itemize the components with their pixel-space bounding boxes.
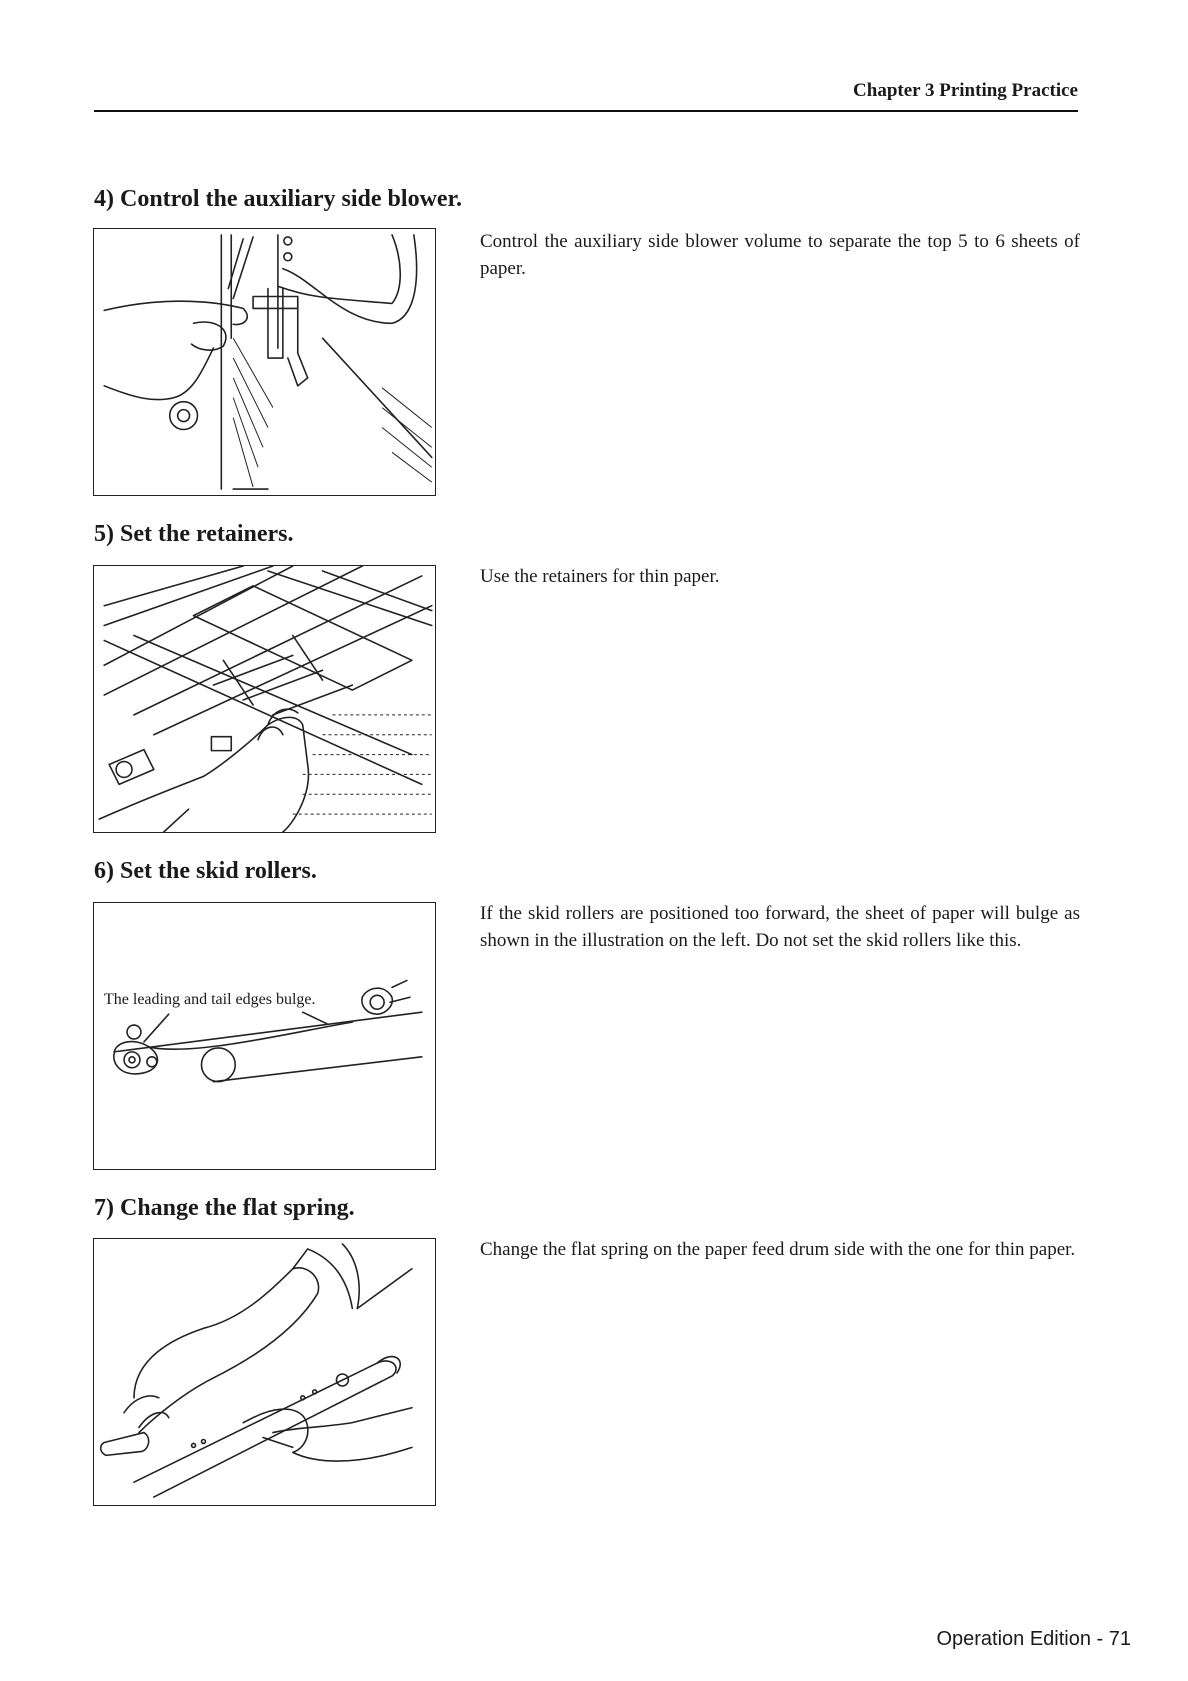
step-7-description: Change the flat spring on the paper feed drum side with the one for thin paper.	[480, 1239, 1076, 1260]
step-6-description: If the skid rollers are positioned too forward, the sheet of paper will bulge as shown in the illustration on the left. Do not set the skid rollers like this.	[480, 903, 1080, 951]
step-4-title: 4) Control the auxiliary side blower.	[94, 186, 463, 212]
step-5-description: Use the retainers for thin paper.	[480, 566, 720, 587]
flat-spring-illustration	[93, 1238, 436, 1506]
header-rule	[94, 110, 1078, 112]
step-7-title: 7) Change the flat spring.	[94, 1195, 355, 1221]
auxiliary-side-blower-illustration	[93, 228, 436, 496]
skid-rollers-illustration	[93, 902, 436, 1170]
step-6-title: 6) Set the skid rollers.	[94, 858, 317, 884]
page-footer: Operation Edition - 71	[936, 1628, 1131, 1650]
chapter-header: Chapter 3 Printing Practice	[853, 80, 1078, 101]
step-4-description: Control the auxiliary side blower volume to separate the top 5 to 6 sheets of paper.	[480, 231, 1080, 279]
retainers-illustration	[93, 565, 436, 833]
step-5-title: 5) Set the retainers.	[94, 521, 294, 547]
skid-rollers-figure-label: The leading and tail edges bulge.	[104, 991, 316, 1008]
